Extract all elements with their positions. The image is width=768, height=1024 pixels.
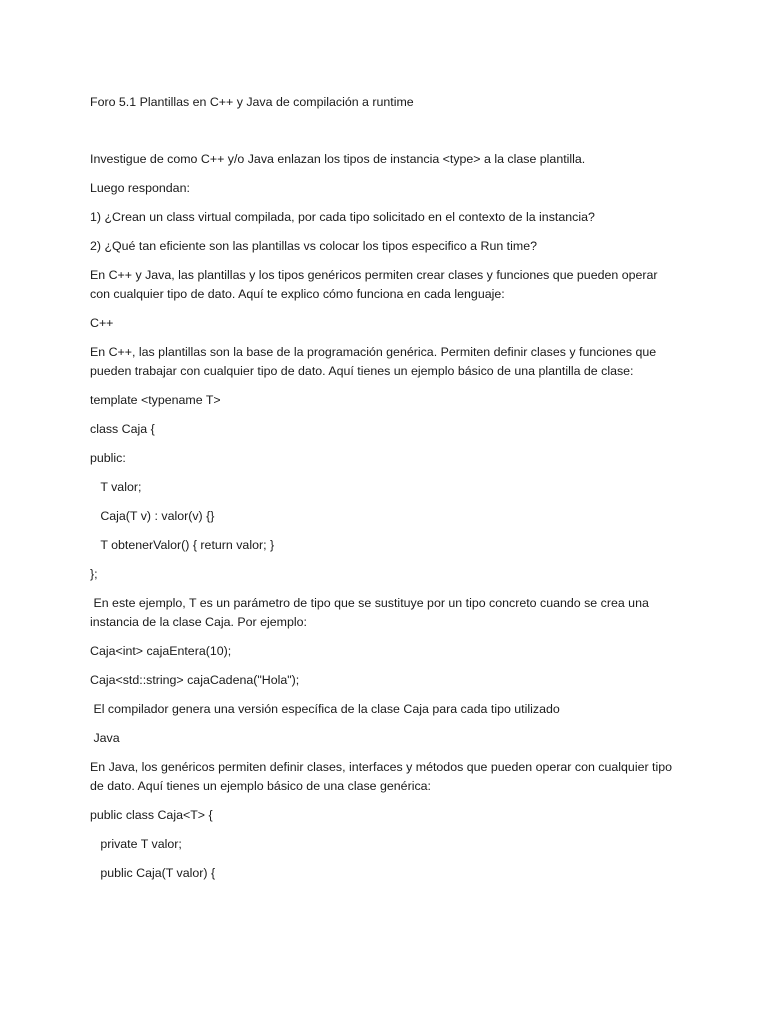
- code-line: public Caja(T valor) {: [90, 866, 216, 880]
- code-line: class Caja {: [90, 422, 155, 436]
- code-line: public class Caja<T> {: [90, 808, 213, 822]
- code-line: Caja<int> cajaEntera(10);: [90, 644, 232, 658]
- document-title: Foro 5.1 Plantillas en C++ y Java de compilación a runtime: [90, 95, 414, 109]
- code-line: T obtenerValor() { return valor; }: [90, 538, 275, 552]
- paragraph-question-intro: Investigue de como C++ y/o Java enlazan los tipos de instancia <type> a la clase plantilla.: [90, 152, 586, 166]
- paragraph-cpp-example-explanation: En este ejemplo, T es un parámetro de tipo que se sustituye por un tipo concreto cuando se crea una instancia de la clase Caja. Por ejemplo:: [90, 596, 653, 629]
- paragraph-question-2: 2) ¿Qué tan eficiente son las plantillas vs colocar los tipos especifico a Run time?: [90, 239, 537, 253]
- code-line: };: [90, 567, 98, 581]
- section-heading-java: Java: [90, 731, 120, 745]
- paragraph-java-generics: En Java, los genéricos permiten definir clases, interfaces y métodos que pueden operar con cualquier tipo de dato. Aquí tienes un ejemplo básico de una clase genérica:: [90, 760, 676, 793]
- code-line: Caja<std::string> cajaCadena("Hola");: [90, 673, 300, 687]
- paragraph-question-1: 1) ¿Crean un class virtual compilada, por cada tipo solicitado en el contexto de la instancia?: [90, 210, 595, 224]
- section-heading-cpp: C++: [90, 316, 114, 330]
- paragraph-intro-generics: En C++ y Java, las plantillas y los tipos genéricos permiten crear clases y funciones que pueden operar con cualquier tipo de dato. Aquí te explico cómo funciona en cada lenguaje:: [90, 268, 661, 301]
- paragraph-compiler-note: El compilador genera una versión específica de la clase Caja para cada tipo utilizado: [90, 702, 560, 716]
- code-line: template <typename T>: [90, 393, 221, 407]
- code-line: private T valor;: [90, 837, 182, 851]
- paragraph-respond: Luego respondan:: [90, 181, 190, 195]
- document-body: [90, 93, 680, 893]
- code-line: T valor;: [90, 480, 142, 494]
- code-line: public:: [90, 451, 126, 465]
- code-line: Caja(T v) : valor(v) {}: [90, 509, 215, 523]
- paragraph-cpp-templates: En C++, las plantillas son la base de la programación genérica. Permiten definir clases y funciones que pueden trabajar con cualquier tipo de dato. Aquí tienes un ejemplo básico de una plantilla de clase:: [90, 345, 660, 378]
